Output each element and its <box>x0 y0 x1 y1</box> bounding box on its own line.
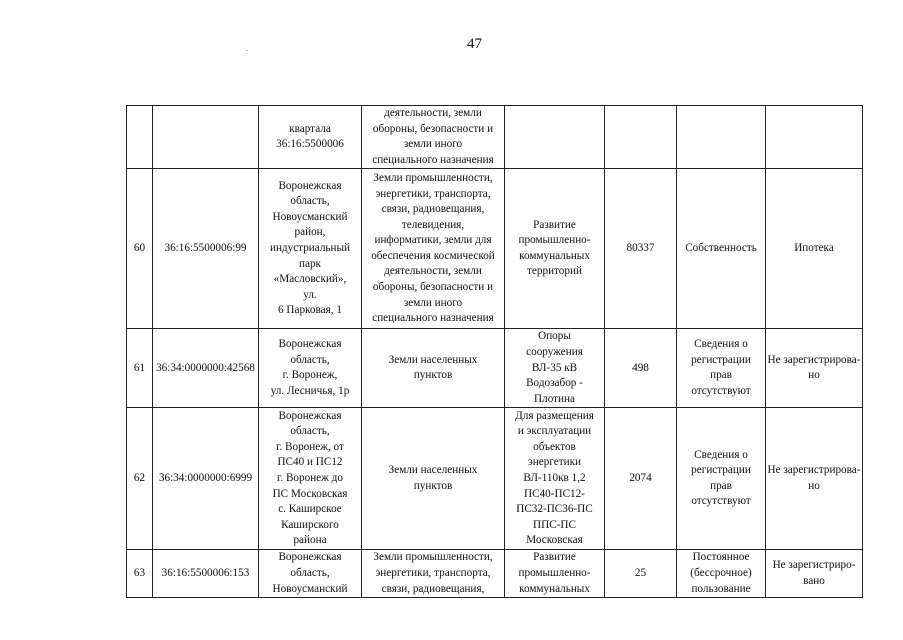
encumbrance-cell: Ипотека <box>766 169 863 329</box>
address-cell: Воронежская область, г. Воронеж, ул. Лесничья, 1р <box>259 329 362 408</box>
permitted-use-cell <box>505 106 605 169</box>
right-type-cell: Постоянное (бессрочное) пользование <box>677 550 766 598</box>
encumbrance-cell <box>766 106 863 169</box>
row-number-cell <box>127 106 153 169</box>
row-number-cell: 63 <box>127 550 153 598</box>
table-row <box>127 408 863 550</box>
permitted-use-cell: Для размещения и эксплуатации объектов энергетики ВЛ-110кв 1,2 ПС40-ПС12- ПС32-ПС36-ПС ППС-ПС Московская <box>505 408 605 550</box>
land-category-cell: Земли промышленности, энергетики, транспорта, связи, радиовещания, <box>362 550 505 598</box>
cadastral-number-cell: 36:34:0000000:42568 <box>153 329 259 408</box>
cadastral-number-cell <box>153 106 259 169</box>
cadastral-number-cell: 36:34:0000000:6999 <box>153 408 259 550</box>
permitted-use-cell: Опоры сооружения ВЛ-35 кВ Водозабор - Плотина <box>505 329 605 408</box>
land-category-cell: деятельности, земли обороны, безопасности и земли иного специального назначения <box>362 106 505 169</box>
land-category-cell: Земли промышленности, энергетики, транспорта, связи, радиовещания, телевидения, информатики, земли для обеспечения космической деятельности, земли обороны, безопасности и земли иного специального назначения <box>362 169 505 329</box>
address-cell: Воронежская область, Новоусманский район, индустриальный парк «Масловский», ул. 6 Парковая, 1 <box>259 169 362 329</box>
address-cell: квартала 36:16:5500006 <box>259 106 362 169</box>
cadastral-number-cell: 36:16:5500006:153 <box>153 550 259 598</box>
land-category-cell: Земли населенных пунктов <box>362 408 505 550</box>
table-row <box>127 169 863 329</box>
encumbrance-cell: Не зарегистриро- вано <box>766 550 863 598</box>
permitted-use-cell: Развитие промышленно- коммунальных <box>505 550 605 598</box>
permitted-use-cell: Развитие промышленно- коммунальных территорий <box>505 169 605 329</box>
cadastral-number-cell: 36:16:5500006:99 <box>153 169 259 329</box>
land-plots-table <box>126 105 863 598</box>
area-cell: 498 <box>605 329 677 408</box>
right-type-cell: Собственность <box>677 169 766 329</box>
area-cell: 25 <box>605 550 677 598</box>
table-row <box>127 550 863 598</box>
area-cell: 80337 <box>605 169 677 329</box>
area-cell: 2074 <box>605 408 677 550</box>
right-type-cell: Сведения о регистрации прав отсутствуют <box>677 408 766 550</box>
page-number: 47 <box>467 36 482 52</box>
area-cell <box>605 106 677 169</box>
row-number-cell: 61 <box>127 329 153 408</box>
right-type-cell: Сведения о регистрации прав отсутствуют <box>677 329 766 408</box>
encumbrance-cell: Не зарегистрирова- но <box>766 408 863 550</box>
address-cell: Воронежская область, Новоусманский <box>259 550 362 598</box>
right-type-cell <box>677 106 766 169</box>
table-row <box>127 329 863 408</box>
scan-speck <box>246 50 248 51</box>
table-row <box>127 106 863 169</box>
row-number-cell: 62 <box>127 408 153 550</box>
row-number-cell: 60 <box>127 169 153 329</box>
encumbrance-cell: Не зарегистрирова- но <box>766 329 863 408</box>
address-cell: Воронежская область, г. Воронеж, от ПС40 и ПС12 г. Воронеж до ПС Московская с. Каширское Каширского района <box>259 408 362 550</box>
land-category-cell: Земли населенных пунктов <box>362 329 505 408</box>
